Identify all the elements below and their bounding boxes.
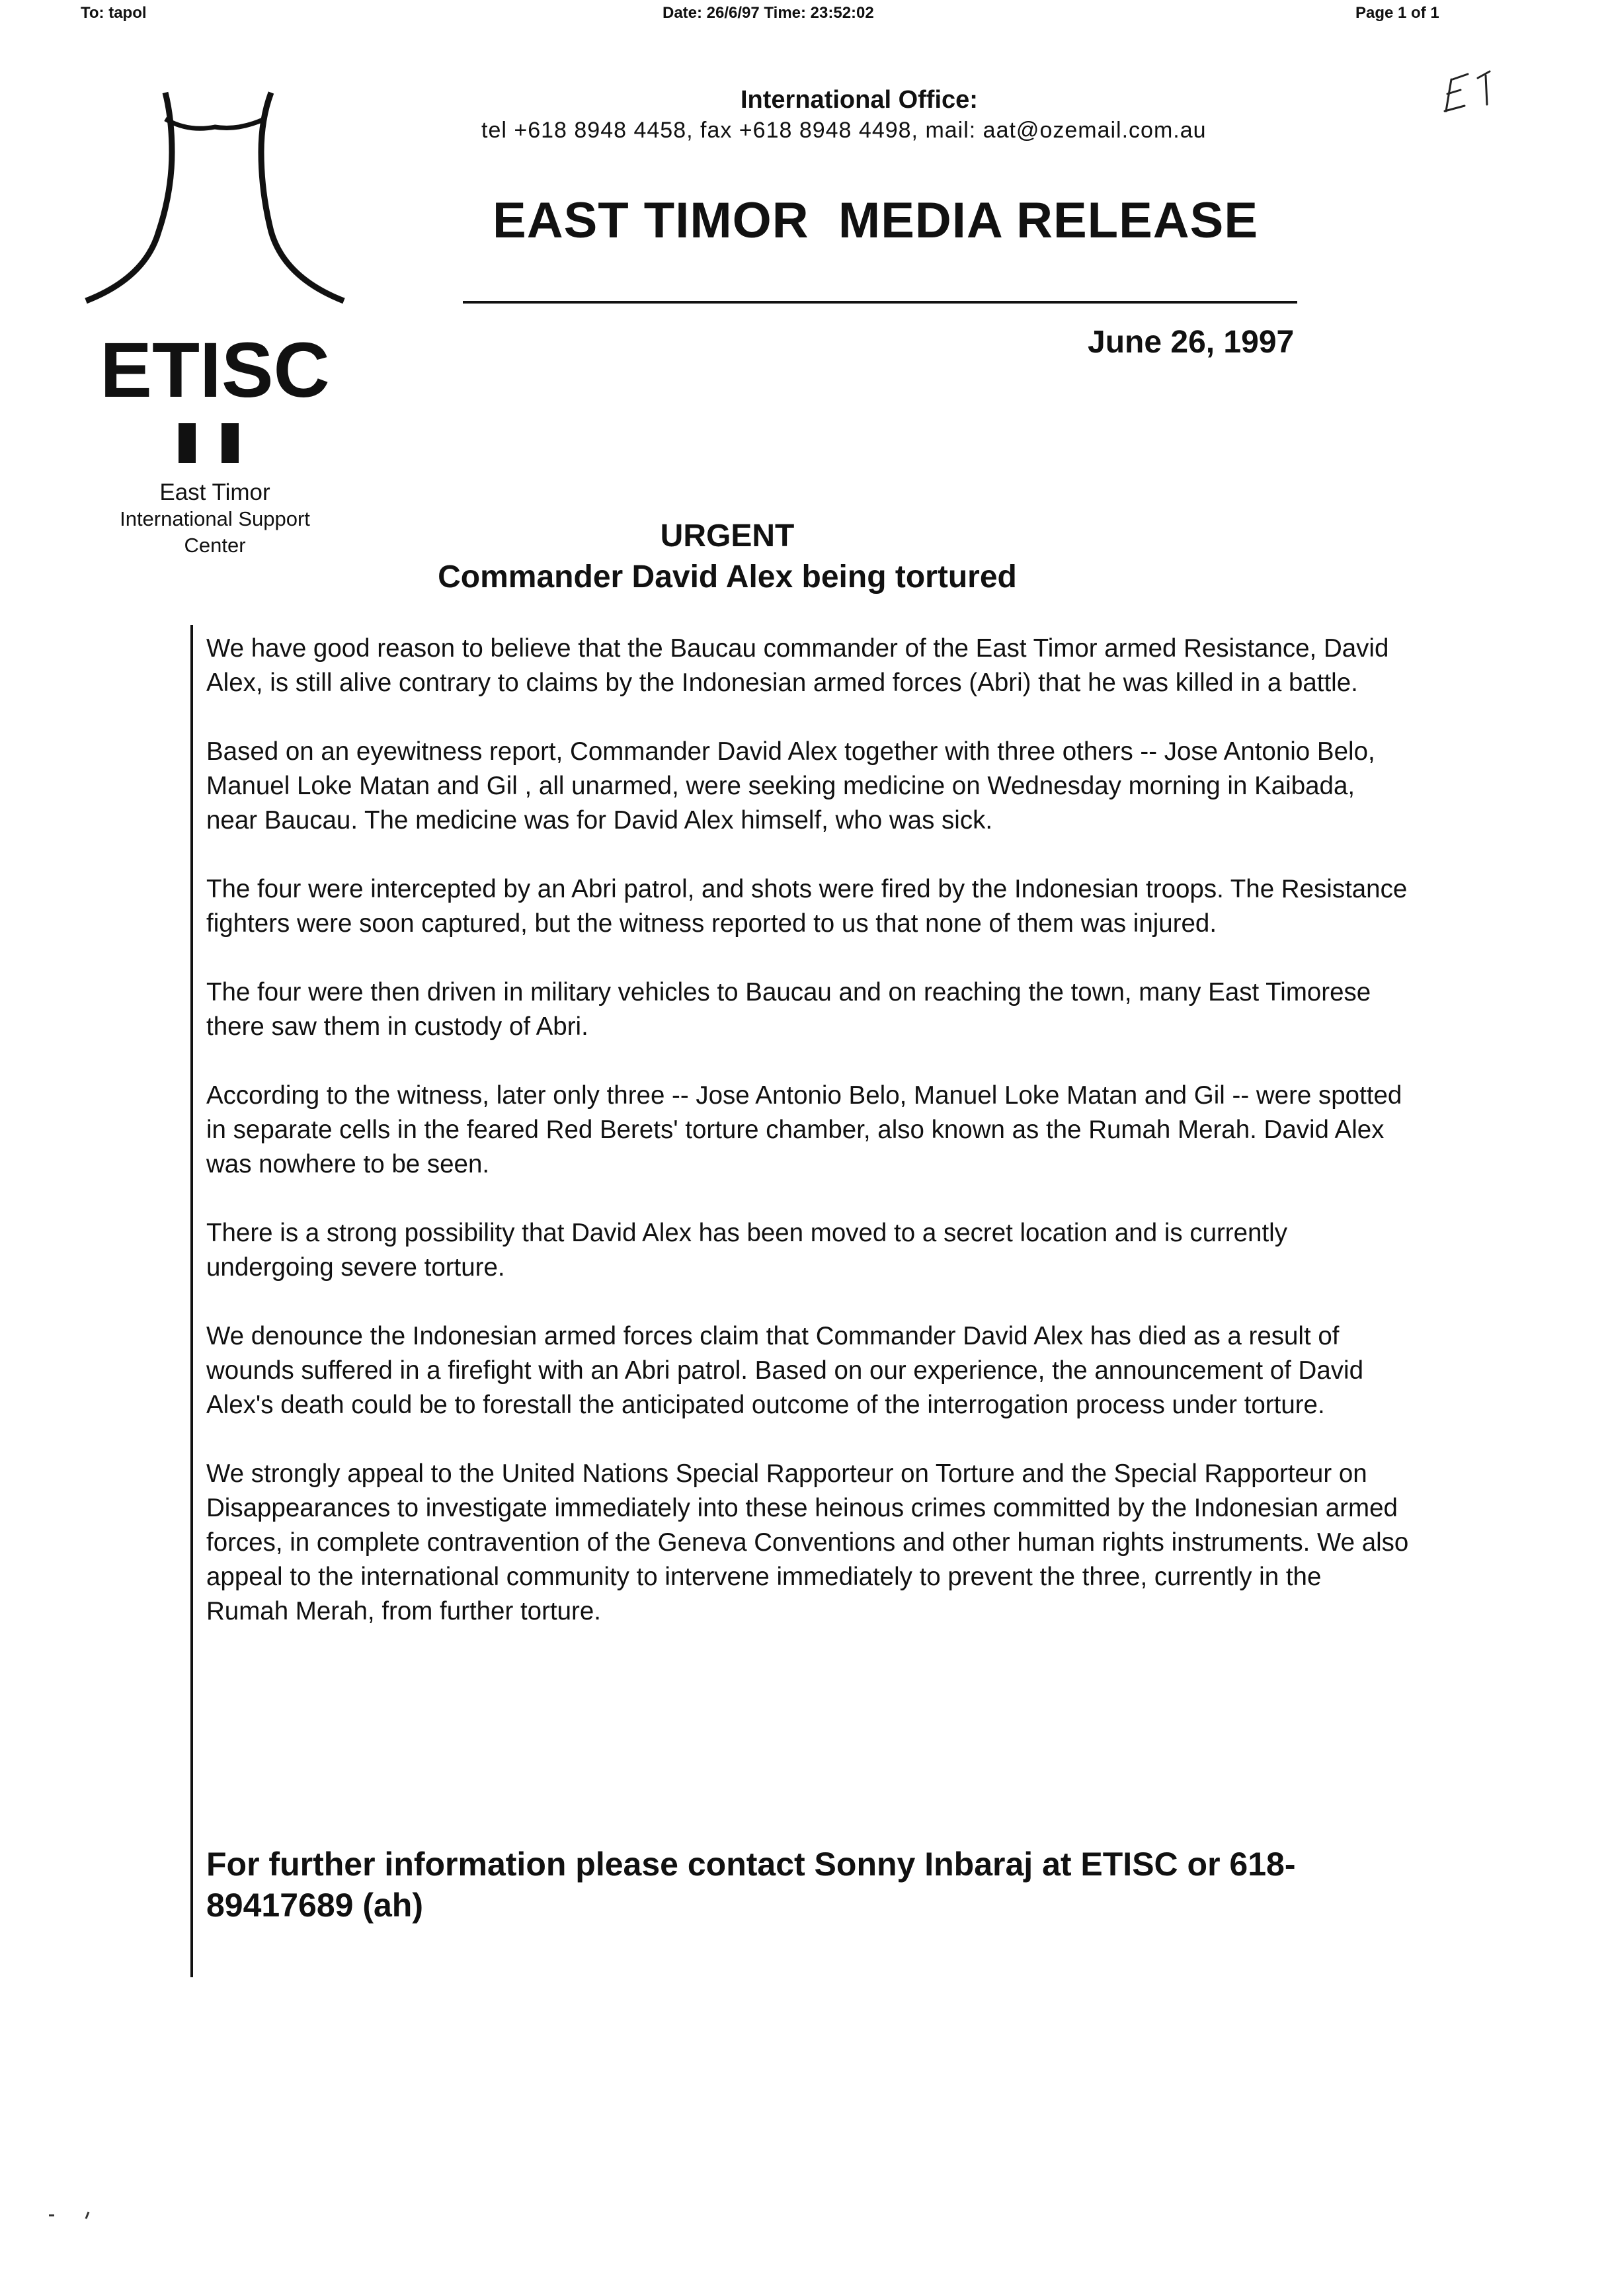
office-contact: tel +618 8948 4458, fax +618 8948 4498, mail: aat@ozemail.com.au [481, 118, 1207, 143]
office-title: International Office: [741, 86, 978, 114]
fax-to-field: To: tapol [81, 4, 147, 22]
headline-kicker: URGENT [660, 518, 795, 554]
body-paragraph: We have good reason to believe that the Baucau commander of the East Timor armed Resistance, David Alex, is still alive contrary to claims by the Indonesian armed forces (Abri) that he was killed in a battle. [206, 634, 1389, 697]
stray-marks [46, 2209, 106, 2222]
body-paragraph: According to the witness, later only three -- Jose Antonio Belo, Manuel Loke Matan and Gil -- were spotted in separate cells in the feared Red Berets' torture chamber, also known as the Rumah Merah. David Alex was nowhere to be seen. [206, 1081, 1402, 1178]
etisc-logo [73, 79, 357, 463]
logo-caption [66, 479, 364, 559]
logo-caption-line1: East Timor [159, 479, 270, 505]
body-paragraph: Based on an eyewitness report, Commander David Alex together with three others -- Jose Antonio Belo, Manuel Loke Matan and Gil , all unarmed, were seeking medicine on Wednesday morning in Kaibada, near Baucau. The medicine was for David Alex himself, who was sick. [206, 737, 1375, 835]
margin-rule [190, 625, 193, 1977]
fax-page-count: Page 1 of 1 [1355, 4, 1439, 22]
logo-wordmark: ETISC [100, 327, 330, 414]
body-paragraph: The four were then driven in military vehicles to Baucau and on reaching the town, many East Timorese there saw them in custody of Abri. [206, 978, 1371, 1041]
title-divider [463, 301, 1297, 304]
contact-line: For further information please contact Sonny Inbaraj at ETISC or 618-89417689 (ah) [206, 1846, 1296, 1924]
handwritten-mark [1431, 53, 1504, 126]
body-paragraph: We strongly appeal to the United Nations Special Rapporteur on Torture and the Special Rapporteur on Disappearances to investigate immediately into these heinous crimes committed by the Indonesian armed forces, in complete contravention of the Geneva Conventions and other human rights instruments. We also appeal to the international community to intervene immediately to prevent the three, currently in the Rumah Merah, from further torture. [206, 1459, 1409, 1625]
release-title: EAST TIMOR MEDIA RELEASE [493, 192, 1259, 249]
logo-caption-line3: Center [184, 534, 246, 557]
release-date: June 26, 1997 [1088, 325, 1295, 360]
headline [397, 516, 1058, 598]
body-paragraph: There is a strong possibility that David Alex has been moved to a secret location and is currently undergoing severe torture. [206, 1219, 1287, 1282]
body-paragraph: We denounce the Indonesian armed forces claim that Commander David Alex has died as a result of wounds suffered in a firefight with an Abri patrol. Based on our experience, the announcement of David Alex's death could be to forestall the anticipated outcome of the interrogation process under torture. [206, 1322, 1363, 1419]
body-text [206, 632, 1410, 1663]
logo-caption-line2: International Support [120, 507, 310, 530]
body-paragraph: The four were intercepted by an Abri patrol, and shots were fired by the Indonesian troops. The Resistance fighters were soon captured, but the witness reported to us that none of them was injured. [206, 875, 1408, 938]
fax-date-time: Date: 26/6/97 Time: 23:52:02 [663, 4, 874, 22]
headline-title: Commander David Alex being tortured [438, 559, 1017, 594]
